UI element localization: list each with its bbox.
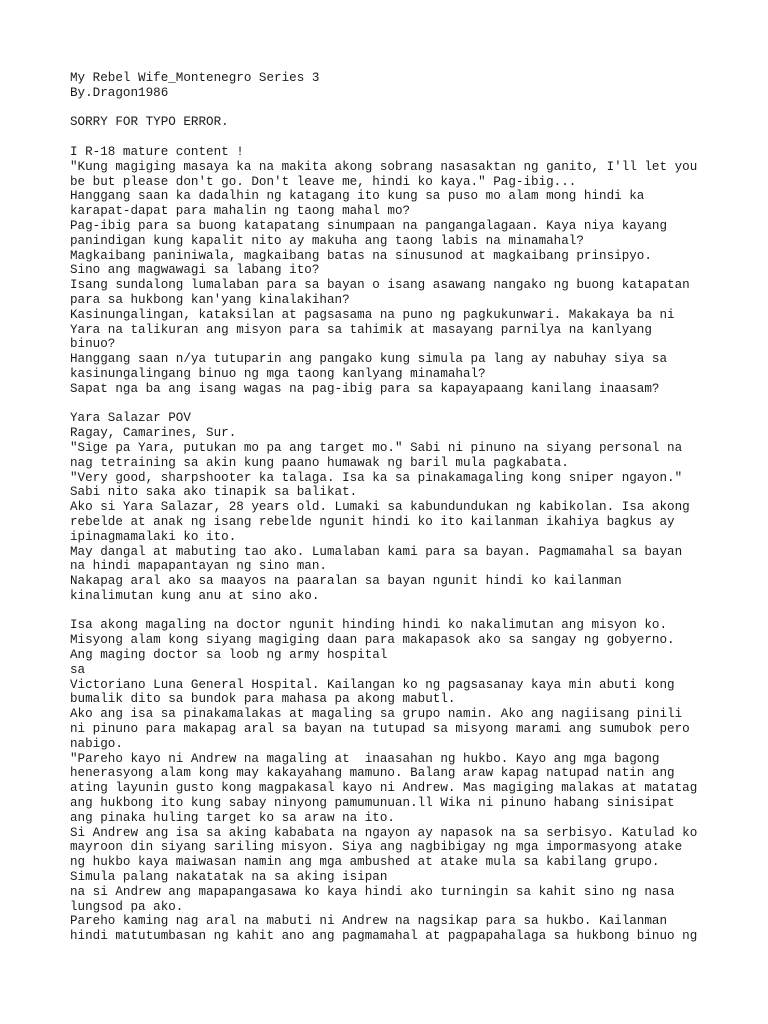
- spacer: [70, 604, 760, 619]
- typo-notice: SORRY FOR TYPO ERROR.: [70, 115, 229, 130]
- text-line: Isang sundalong lumalaban para sa bayan o isang asawang nangako ng buong katapatan: [70, 278, 690, 293]
- text-line: bumalik dito sa bundok para mahasa pa akong mabutl.: [70, 692, 456, 707]
- location-line: Ragay, Camarines, Sur.: [70, 426, 237, 441]
- spacer: [70, 130, 760, 145]
- text-line: kasinungalingang binuo ng mga taong kanlyang minamahal?: [70, 366, 486, 381]
- text-line: rebelde at anak ng isang rebelde ngunit hindi ko ito kailanman ikahiya bagkus ay: [70, 514, 675, 529]
- text-line: para sa hukbong kan'yang kinalakihan?: [70, 292, 350, 307]
- text-line: Isa akong magaling na doctor ngunit hinding hindi ko nakalimutan ang misyon ko.: [70, 618, 668, 633]
- text-line: karapat-dapat para mahalin ng taong mahal mo?: [70, 204, 411, 219]
- document-author: By.Dragon1986: [70, 85, 169, 100]
- text-line: nag tetraining sa akin kung paano humawak ng baril mula pagkabata.: [70, 455, 569, 470]
- text-line: Yara na talikuran ang misyon para sa tahimik at masayang parnilya na kanlyang: [70, 322, 652, 337]
- text-line: ipinagmamalaki ko ito.: [70, 529, 237, 544]
- text-line: "Very good, sharpshooter ka talaga. Isa ka sa pinakamagaling kong sniper ngayon.": [70, 470, 683, 485]
- text-line: na si Andrew ang mapapangasawa ko kaya hindi ako turningin sa kahit sino ng nasa: [70, 884, 675, 899]
- text-line: na hindi mapapantayan ng sino man.: [70, 559, 327, 574]
- text-line: Nakapag aral ako sa maayos na paaralan sa bayan ngunit hindi ko kailanman: [70, 574, 622, 589]
- text-line: May dangal at mabuting tao ako. Lumalaban kami para sa bayan. Pagmamahal sa bayan: [70, 544, 683, 559]
- text-line: ating layunin gusto kong magpakasal kayo ni Andrew. Mas magiging malakas at matatag: [70, 781, 698, 796]
- text-line: Si Andrew ang isa sa aking kababata na ngayon ay napasok na sa serbisyo. Katulad ko: [70, 825, 698, 840]
- text-line: Kasinungalingan, kataksilan at pagsasama na puno ng pagkukunwari. Makakaya ba ni: [70, 307, 675, 322]
- text-line: henerasyong alam kong may kakayahang mamuno. Balang araw kapag natupad natin ang: [70, 766, 675, 781]
- text-line: Sabi nito saka ako tinapik sa balikat.: [70, 485, 358, 500]
- text-line: Misyong alam kong siyang magiging daan para makapasok ako sa sangay ng gobyerno.: [70, 633, 675, 648]
- text-line: nabigo.: [70, 736, 123, 751]
- spacer: [70, 101, 760, 116]
- text-line: Sino ang magwawagi sa labang ito?: [70, 263, 320, 278]
- text-line: "Kung magiging masaya ka na makita akong sobrang nasasaktan ng ganito, I'll let you: [70, 159, 698, 174]
- document-title: My Rebel Wife_Montenegro Series 3: [70, 71, 320, 85]
- text-line: lungsod pa ako.: [70, 899, 184, 914]
- body-block: [70, 618, 760, 944]
- text-line: Pareho kaming nag aral na mabuti ni Andrew na nagsikap para sa hukbo. Kailanman: [70, 914, 668, 929]
- text-line: Hanggang saan ka dadalhin ng katagang ito kung sa puso mo alam mong hindi ka: [70, 189, 645, 204]
- text-line: hindi matutumbasan ng kahit ano ang pagmamahal at pagpapahalaga sa hukbong binuo ng: [70, 929, 698, 944]
- text-line: Victoriano Luna General Hospital. Kailangan ko ng pagsasanay kaya min abuti kong: [70, 677, 675, 692]
- text-line: Ako ang isa sa pinakamalakas at magaling sa grupo namin. Ako ang nagiisang pinili: [70, 707, 683, 722]
- text-line: panindigan kung kapalit nito ay makuha ang taong labis na minamahal?: [70, 233, 584, 248]
- text-line: ni pinuno para makapag aral sa bayan na tutupad sa misyong marami ang sumubok pero: [70, 722, 690, 737]
- text-line: kinalimutan kung anu at sino ako.: [70, 588, 320, 603]
- text-line: sa: [70, 662, 86, 677]
- document-page: [70, 71, 760, 944]
- text-line: I R-18 mature content !: [70, 144, 244, 159]
- text-line: Ang maging doctor sa loob ng army hospital: [70, 648, 388, 663]
- text-line: ang hukbong ito kung sabay ninyong pamumunuan.ll Wika ni pinuno habang sinisipat: [70, 796, 675, 811]
- pov-heading: Yara Salazar POV: [70, 411, 191, 426]
- text-line: Pag-ibig para sa buong katapatang sinumpaan na pangangalagaan. Kaya niya kayang: [70, 218, 668, 233]
- text-line: "Sige pa Yara, putukan mo pa ang target mo." Sabi ni pinuno na siyang personal na: [70, 440, 683, 455]
- text-line: Hanggang saan n/ya tutuparin ang pangako kung simula pa lang ay nabuhay siya sa: [70, 352, 668, 367]
- text-line: be but please don't go. Don't leave me, hindi ko kaya." Pag-ibig...: [70, 174, 577, 189]
- text-line: mayroon din siyang sariling misyon. Siya ang nagbibigay ng mga impormasyong atake: [70, 840, 683, 855]
- chapter-block: [70, 411, 760, 603]
- text-line: Sapat nga ba ang isang wagas na pag-ibig para sa kapayapaang kanilang inaasam?: [70, 381, 660, 396]
- text-line: Ako si Yara Salazar, 28 years old. Lumaki sa kabundundukan ng kabikolan. Isa akong: [70, 500, 690, 515]
- spacer: [70, 397, 760, 412]
- intro-block: [70, 145, 760, 397]
- text-line: Simula palang nakatatak na sa aking isipan: [70, 870, 388, 885]
- text-line: binuo?: [70, 337, 116, 352]
- text-line: Magkaibang paniniwala, magkaibang batas na sinusunod at magkaibang prinsipyo.: [70, 248, 652, 263]
- text-line: "Pareho kayo ni Andrew na magaling at inaasahan ng hukbo. Kayo ang mga bagong: [70, 751, 660, 766]
- text-line: ang pinaka huling target ko sa araw na ito.: [70, 810, 395, 825]
- text-line: ng hukbo kaya maiwasan namin ang mga ambushed at atake mula sa kabilang grupo.: [70, 855, 660, 870]
